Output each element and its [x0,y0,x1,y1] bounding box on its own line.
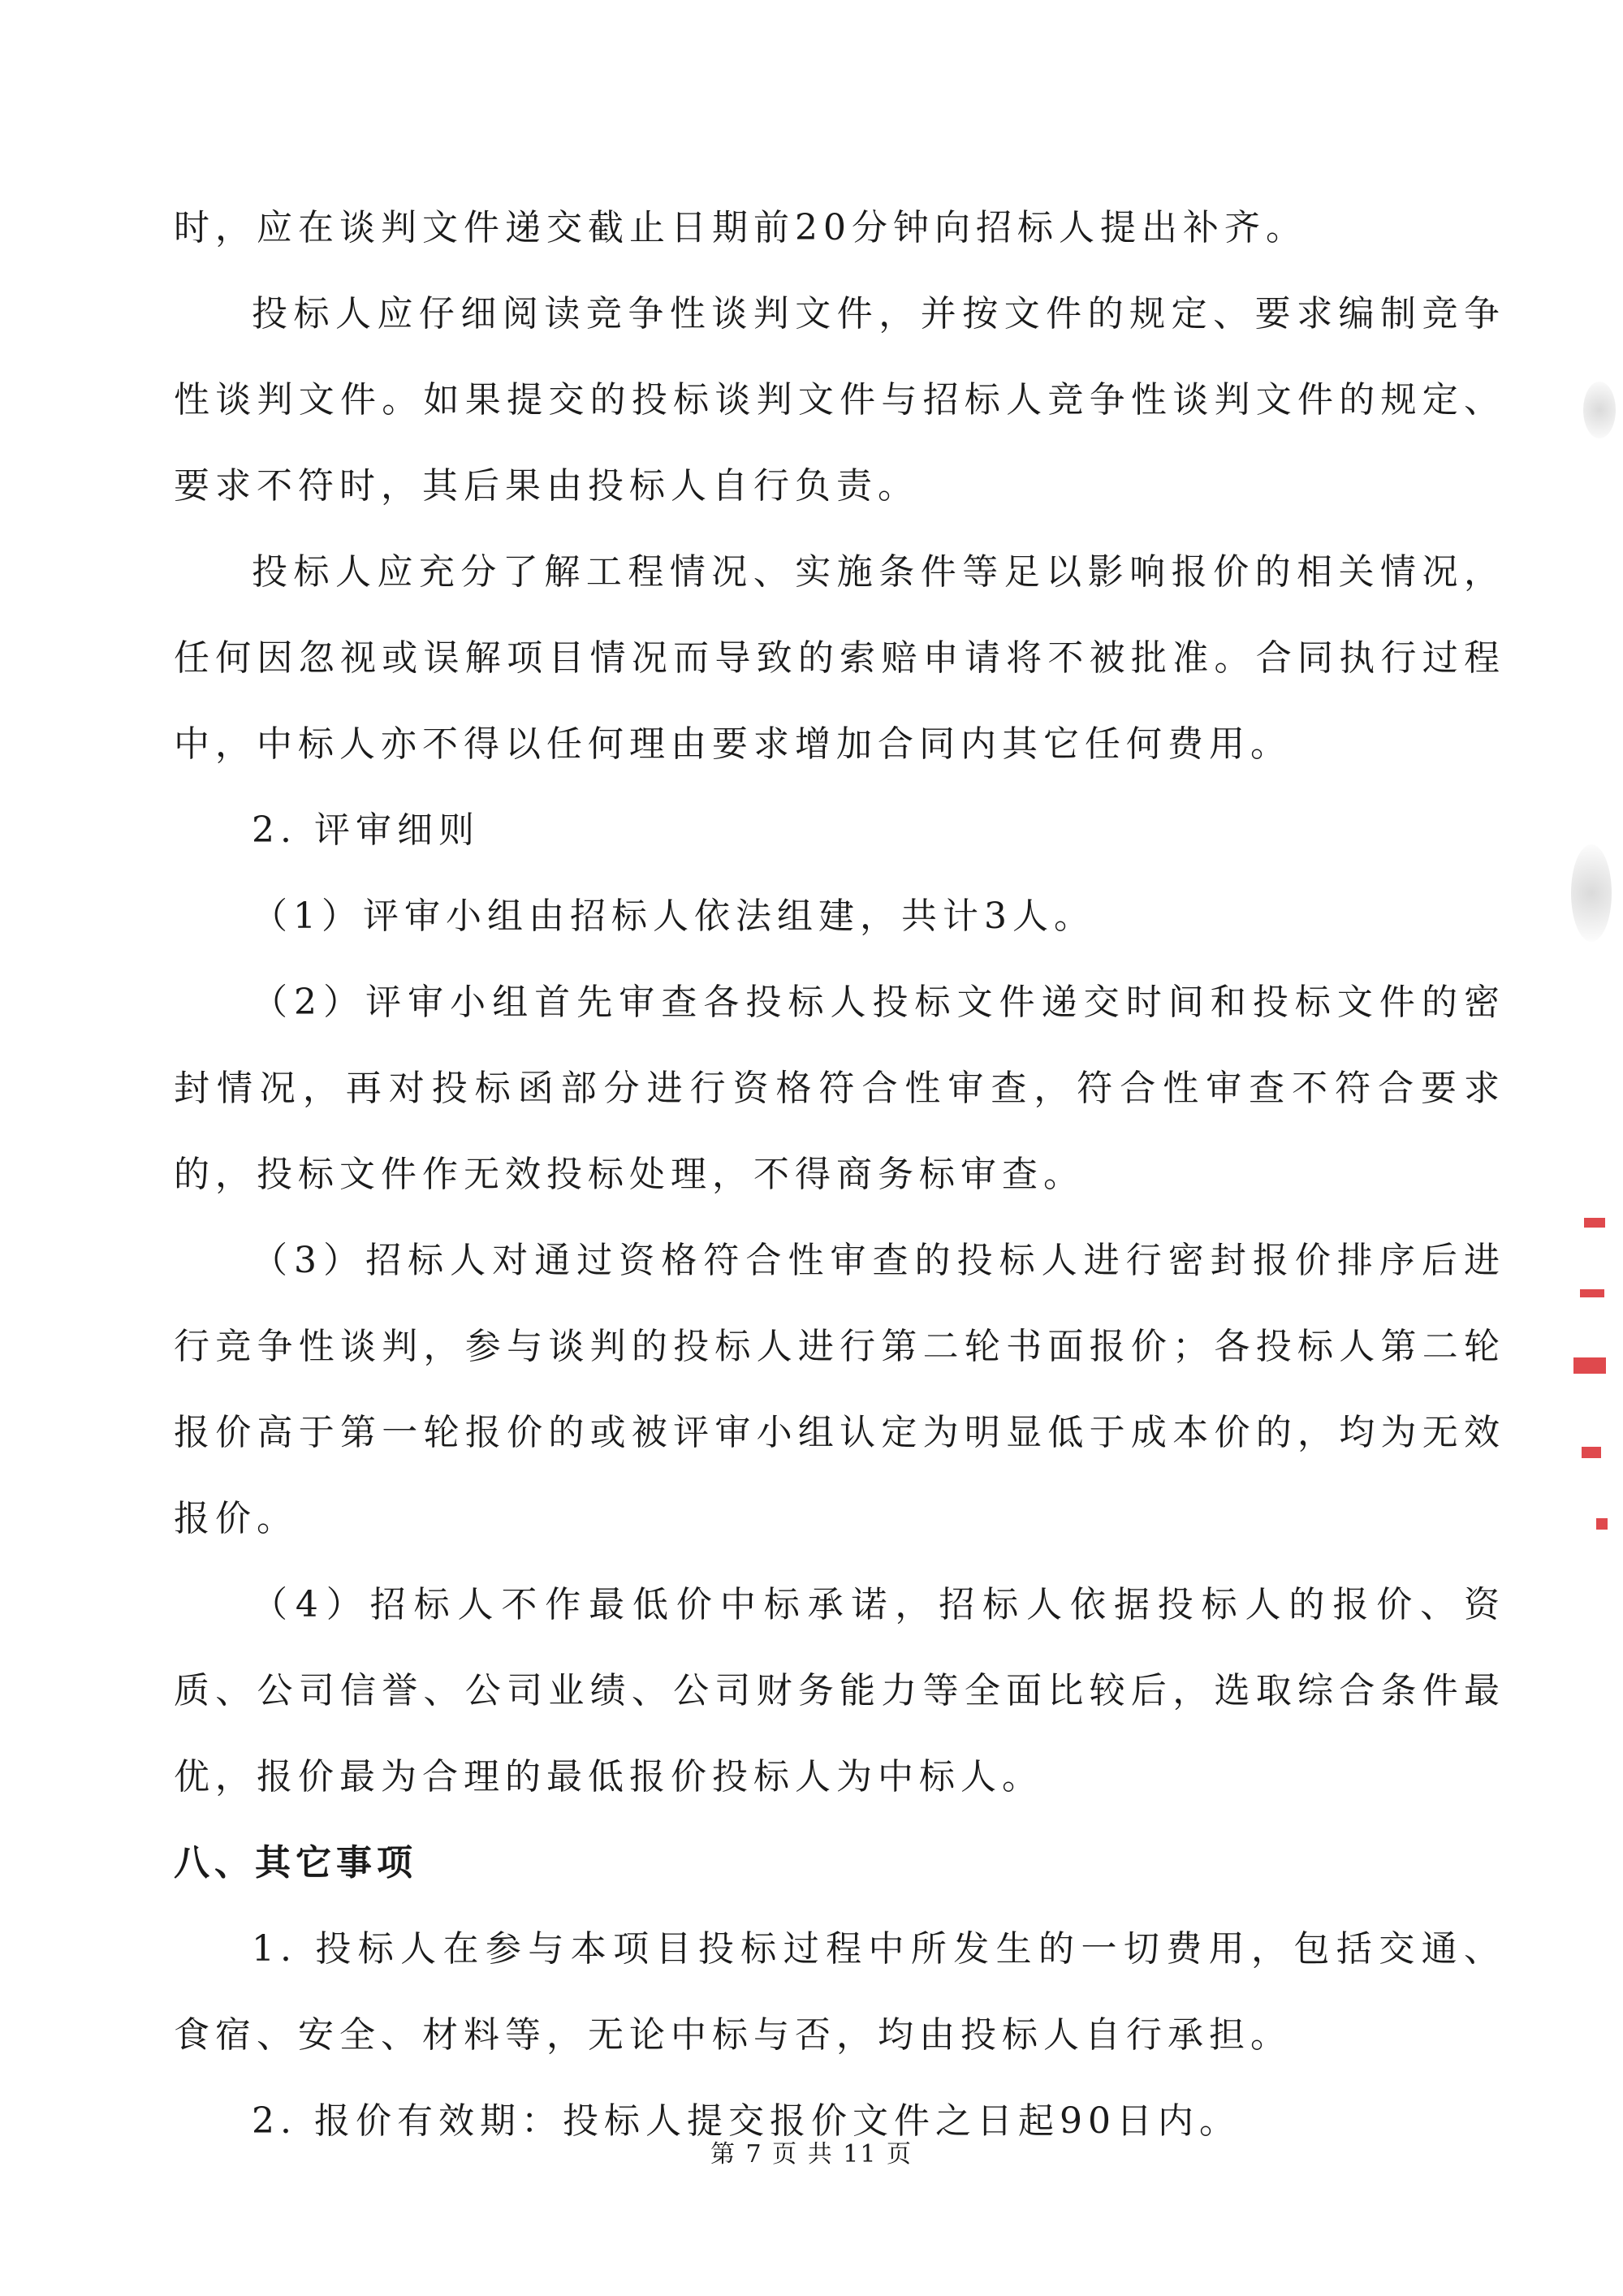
paragraph-continuation: 时，应在谈判文件递交截止日期前20分钟向招标人提出补齐。 [174,207,1307,248]
rule-item-3: （3）招标人对通过资格符合性审查的投标人进行密封报价排序后进行竞争性谈判，参与谈判的投标人进行第二轮书面报价；各投标人第二轮报价高于第一轮报价的或被评审小组认定为明显低于成本价的，均为无效报价。 [174,1240,1505,1539]
other-item-1: 1. 投标人在参与本项目投标过程中所发生的一切费用，包括交通、食宿、安全、材料等，无论中标与否，均由投标人自行承担。 [174,1928,1505,2056]
other-item-2: 2. 报价有效期：投标人提交报价文件之日起90日内。 [252,2100,1241,2142]
stamp-edge-mark [1584,1218,1605,1228]
stamp-edge-mark [1582,1447,1601,1458]
page-footer: 第 7 页 共 11 页 [710,2140,913,2169]
stamp-edge-mark [1573,1357,1606,1374]
rule-item-1: （1）评审小组由招标人依法组建，共计3人。 [252,896,1095,937]
paragraph-read-documents: 投标人应仔细阅读竞争性谈判文件，并按文件的规定、要求编制竞争性谈判文件。如果提交的投标谈判文件与招标人竞争性谈判文件的规定、要求不符时，其后果由投标人自行负责。 [174,293,1505,507]
paragraph-project-conditions: 投标人应充分了解工程情况、实施条件等足以影响报价的相关情况，任何因忽视或误解项目情况而导致的索赔申请将不被批准。合同执行过程中，中标人亦不得以任何理由要求增加合同内其它任何费用。 [174,551,1505,765]
scan-smudge [1583,382,1616,438]
rule-item-4: （4）招标人不作最低价中标承诺，招标人依据投标人的报价、资质、公司信誉、公司业绩、公司财务能力等全面比较后，选取综合条件最优，报价最为合理的最低报价投标人为中标人。 [174,1584,1505,1798]
body-text [174,185,1505,2164]
scan-smudge [1571,844,1612,942]
section-heading: 八、其它事项 [174,1842,417,1884]
stamp-edge-mark [1580,1289,1604,1297]
stamp-edge-mark [1596,1518,1608,1530]
rule-item-2: （2）评审小组首先审查各投标人投标文件递交时间和投标文件的密封情况，再对投标函部分进行资格符合性审查，符合性审查不符合要求的，投标文件作无效投标处理，不得商务标审查。 [174,982,1505,1195]
subheading-review-rules: 2. 评审细则 [252,809,480,851]
